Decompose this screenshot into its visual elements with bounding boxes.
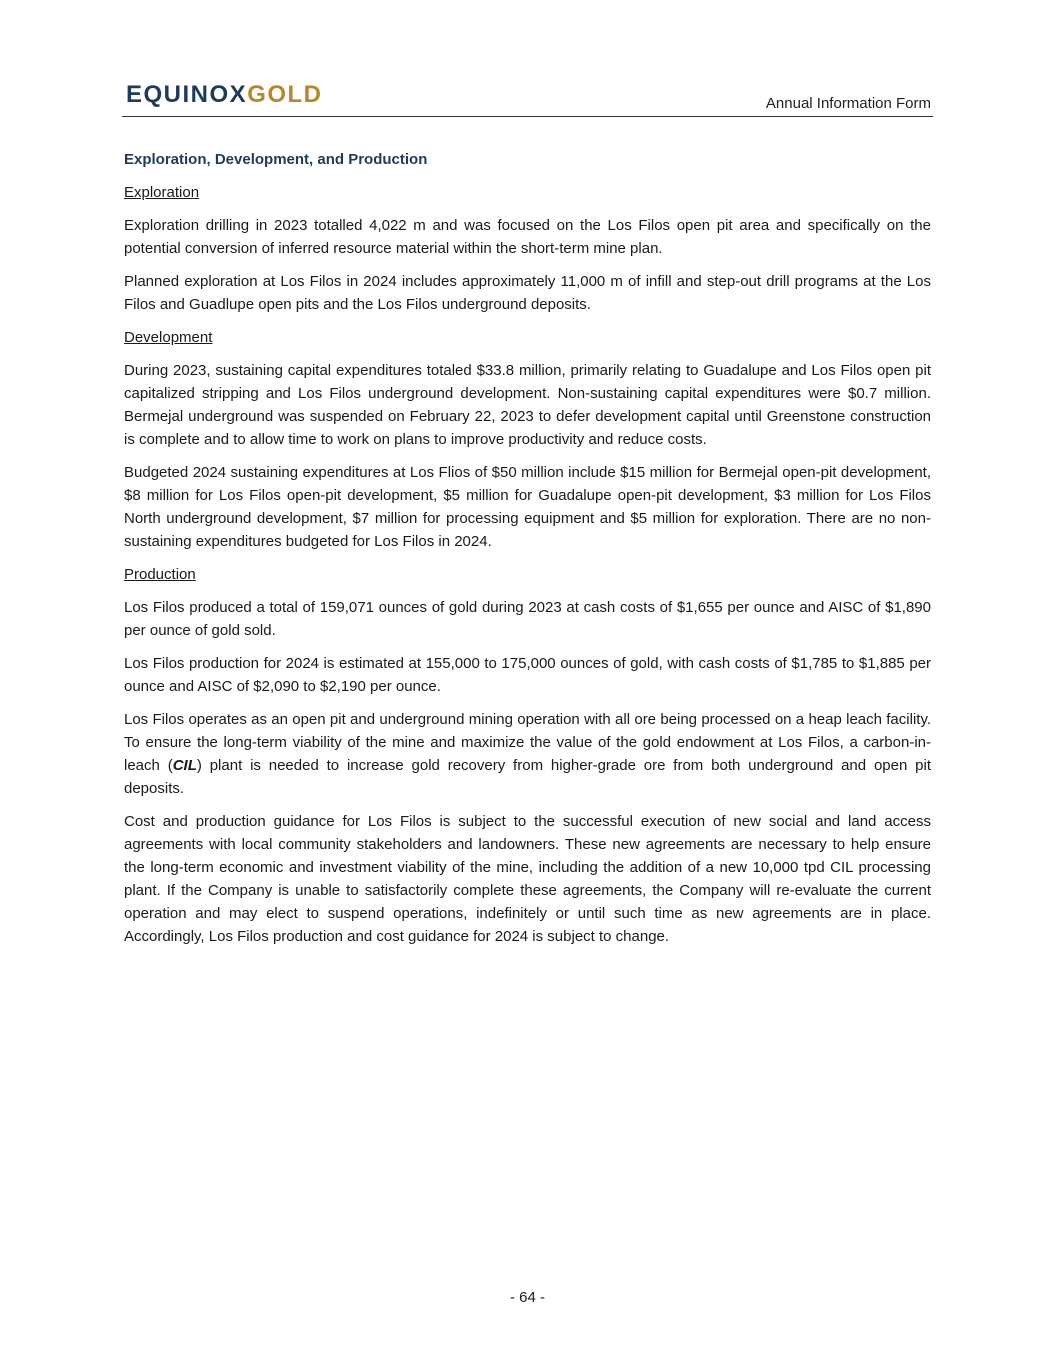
production-paragraph-1: Los Filos produced a total of 159,071 ounces of gold during 2023 at cash costs of $1,655 per ounce and AISC of $1,890 per ounce of gold sold. bbox=[124, 599, 931, 639]
development-paragraph-2: Budgeted 2024 sustaining expenditures at Los Flios of $50 million include $15 million for Bermejal open-pit development, $8 million for Los Filos open-pit development, $5 million for Guadalupe open-pit development, $3 million for Los Filos North underground development, $7 million for processing equipment and $5 million for exploration. There are no non-sustaining expenditures budgeted for Los Filos in 2024. bbox=[124, 464, 931, 550]
logo-text-equinox: EQUINOX bbox=[126, 81, 248, 108]
logo-text-gold: GOLD bbox=[247, 81, 323, 108]
section-title: Exploration, Development, and Production bbox=[124, 151, 428, 168]
production-paragraph-2: Los Filos production for 2024 is estimated at 155,000 to 175,000 ounces of gold, with cash costs of $1,785 to $1,885 per ounce and AISC of $2,090 to $2,190 per ounce. bbox=[124, 655, 931, 695]
development-paragraph-1: During 2023, sustaining capital expenditures totaled $33.8 million, primarily relating to Guadalupe and Los Filos open pit capitalized stripping and Los Filos underground development. Non-sustaining capital expenditures were $0.7 million. Bermejal underground was suspended on February 22, 2023 to defer development capital until Greenstone construction is complete and to allow time to work on plans to improve productivity and reduce costs. bbox=[124, 362, 931, 448]
page-header bbox=[122, 78, 933, 117]
exploration-paragraph-1: Exploration drilling in 2023 totalled 4,022 m and was focused on the Los Filos open pit area and specifically on the potential conversion of inferred resource material within the short-term mine plan. bbox=[124, 217, 931, 257]
development-heading: Development bbox=[124, 329, 213, 346]
paragraph-text: ) plant is needed to increase gold recovery from higher-grade ore from both underground and open pit deposits. bbox=[124, 757, 931, 797]
exploration-heading: Exploration bbox=[124, 184, 200, 201]
page-body bbox=[124, 148, 931, 958]
production-heading: Production bbox=[124, 566, 196, 583]
paragraph-text: Los Filos operates as an open pit and underground mining operation with all ore being processed on a heap leach facility. To ensure the long-term viability of the mine and maximize the value of the gold endowment at Los Filos, a carbon-in-leach ( bbox=[124, 711, 931, 774]
production-paragraph-3 bbox=[124, 708, 931, 800]
company-logo bbox=[126, 82, 323, 108]
cil-term: CIL bbox=[172, 757, 197, 774]
page-number: - 64 - bbox=[509, 1289, 545, 1306]
production-paragraph-4: Cost and production guidance for Los Filos is subject to the successful execution of new social and land access agreements with local community stakeholders and landowners. These new agreements are necessary to help ensure the long-term economic and investment viability of the mine, including the addition of a new 10,000 tpd CIL processing plant. If the Company is unable to satisfactorily complete these agreements, the Company will re-evaluate the current operation and may elect to suspend operations, indefinitely or until such time as new agreements are in place. Accordingly, Los Filos production and cost guidance for 2024 is subject to change. bbox=[124, 813, 931, 945]
exploration-paragraph-2: Planned exploration at Los Filos in 2024 includes approximately 11,000 m of infill and step-out drill programs at the Los Filos and Guadlupe open pits and the Los Filos underground deposits. bbox=[124, 273, 931, 313]
document-title: Annual Information Form bbox=[765, 95, 931, 112]
